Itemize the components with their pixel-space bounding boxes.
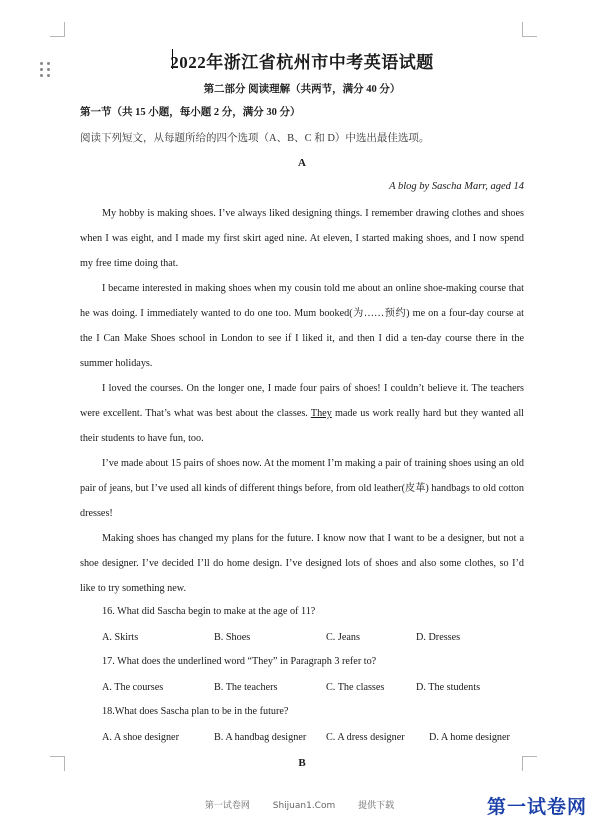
question-16: 16. What did Sascha begin to make at the age of 11?	[102, 606, 316, 617]
part-subtitle: 第二部分 阅读理解（共两节，满分 40 分）	[203, 84, 401, 95]
passage-letter-b: B	[298, 757, 306, 769]
paragraph-1	[80, 201, 524, 276]
option-a: A. A shoe designer	[102, 732, 179, 743]
crop-mark-bottom-left	[50, 756, 65, 771]
paragraph-4	[80, 451, 524, 526]
option-c: C. A dress designer	[326, 732, 405, 743]
paragraph-5	[80, 526, 524, 601]
footer-download-note: 提供下载	[358, 801, 395, 811]
page-title: 2022年浙江省杭州市中考英语试题	[170, 53, 434, 72]
site-logo: 第一试卷网	[486, 796, 587, 818]
paragraph-4-text: I’ve made about 15 pairs of shoes now. At the moment I’m making a pair of training shoes using an old pair of jeans, but I’ve used all kinds of different things before, from old leather(皮革) handbags to old cotton dresses!	[80, 458, 524, 519]
option-d: D. The students	[416, 682, 481, 693]
option-b: B. Shoes	[214, 632, 251, 643]
footer-site-url[interactable]: Shijuan1.Com	[272, 801, 336, 811]
passage-letter-a: A	[298, 157, 306, 169]
option-a: A. Skirts	[102, 632, 139, 643]
paragraph-2-text: I became interested in making shoes when my cousin told me about an online shoe-making course that he was doing. I immediately wanted to do one too. Mum booked(为……预约) me on a four-day course at the I Can Make Shoes school in London to see if I liked it, and then I did a ten-day course there in the summer holidays.	[80, 283, 524, 369]
section-heading: 第一节（共 15 小题，每小题 2 分，满分 30 分）	[80, 107, 301, 118]
crop-mark-bottom-right	[522, 756, 537, 771]
instructions: 阅读下列短文，从每题所给的四个选项（A、B、C 和 D）中选出最佳选项。	[80, 133, 430, 144]
crop-mark-top-left	[50, 22, 65, 37]
paragraph-2	[80, 276, 524, 376]
crop-mark-top-right	[522, 22, 537, 37]
option-d: D. Dresses	[416, 632, 461, 643]
paragraph-3-text-a: I loved the courses. On the longer one, I made four pairs of shoes! I couldn’t believe it. The teachers were excellent. That’s what was best about the classes.	[80, 383, 524, 419]
option-b: B. The teachers	[214, 682, 278, 693]
drag-handle-icon[interactable]	[40, 52, 54, 70]
option-b: B. A handbag designer	[214, 732, 307, 743]
question-18: 18.What does Sascha plan to be in the future?	[102, 706, 289, 717]
option-d: D. A home designer	[429, 732, 510, 743]
passage-byline: A blog by Sascha Marr, aged 14	[389, 181, 524, 192]
option-c: C. The classes	[326, 682, 385, 693]
option-a: A. The courses	[102, 682, 164, 693]
paragraph-1-text: My hobby is making shoes. I’ve always liked designing things. I remember drawing clothes and shoes when I was eight, and I made my first skirt aged nine. At eleven, I started making shoes, and I now spend my free time doing that.	[80, 208, 524, 269]
option-c: C. Jeans	[326, 632, 360, 643]
underlined-word: They	[310, 408, 332, 419]
paragraph-3-text-b: made us work really hard but they wanted all their students to have fun, too.	[80, 408, 524, 444]
footer-site-name: 第一试卷网	[204, 801, 250, 811]
paragraph-3	[80, 376, 524, 451]
paragraph-5-text: Making shoes has changed my plans for the future. I know now that I want to be a designer, but not a shoe designer. I’ve decided I’ll do home design. I’ve designed lots of shoes and also some clothes, so I’d like to try something new.	[80, 533, 524, 594]
question-17: 17. What does the underlined word “They” in Paragraph 3 refer to?	[102, 656, 377, 667]
